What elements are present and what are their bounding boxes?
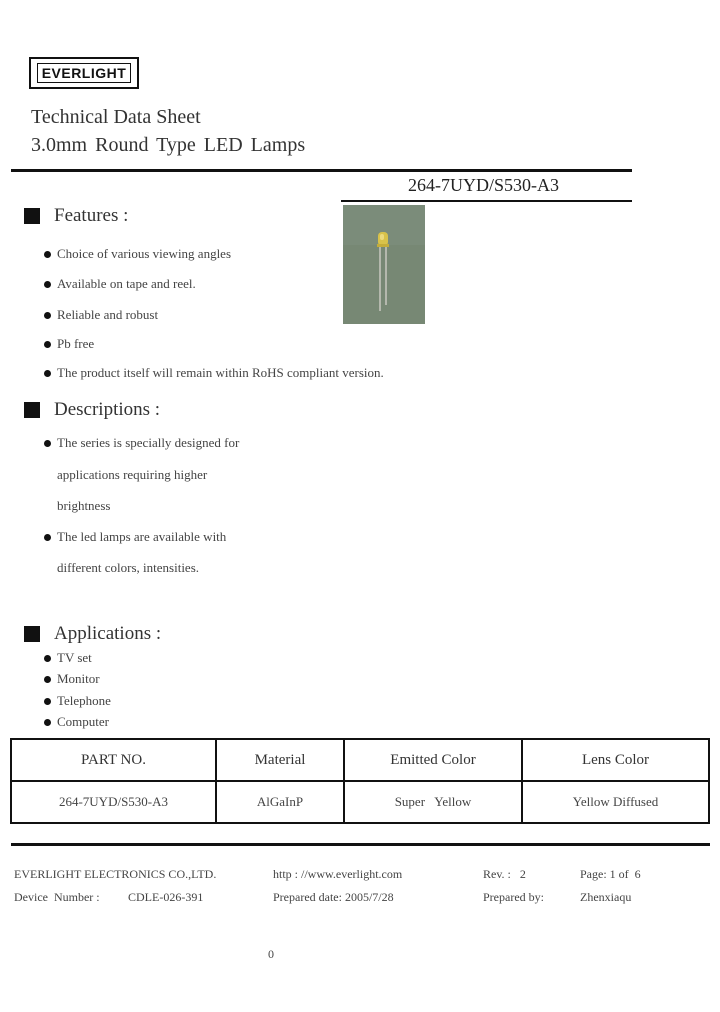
section-square-icon [24,626,40,642]
bullet-icon [44,370,51,377]
bullet-icon [44,655,51,662]
applications-heading: Applications : [24,623,161,645]
footer-page: Page: 1 of 6 [580,867,641,881]
bullet-icon [44,251,51,258]
bullet-icon [44,281,51,288]
footer-rule [11,843,710,846]
table-cell: Super Yellow [344,781,522,823]
footer-device-label: Device Number : [14,890,100,904]
footer-prepared-by-label: Prepared by: [483,890,544,904]
application-item: Computer [44,714,109,730]
footer-website: http : //www.everlight.com [273,867,403,881]
logo-text: EVERLIGHT [37,63,132,83]
description-line: brightness [57,498,111,513]
footer-device-number: CDLE-026-391 [128,890,204,904]
led-image [343,205,425,324]
feature-item: Pb free [44,336,94,352]
bullet-icon [44,534,51,541]
application-item: TV set [44,650,92,666]
section-square-icon [24,208,40,224]
bullet-icon [44,676,51,683]
application-item: Telephone [44,693,111,709]
table-cell: 264-7UYD/S530-A3 [11,781,216,823]
bullet-icon [44,719,51,726]
document-title: Technical Data Sheet [31,106,201,128]
footer-company: EVERLIGHT ELECTRONICS CO.,LTD. [14,867,217,881]
application-item: Monitor [44,671,100,687]
table-header-cell: Lens Color [522,739,709,781]
footer-prepared-date: Prepared date: 2005/7/28 [273,890,394,904]
features-heading: Features : [24,205,128,227]
parts-table [10,738,710,824]
descriptions-heading: Descriptions : [24,399,160,421]
bullet-icon [44,341,51,348]
description-line: applications requiring higher [57,467,208,482]
table-cell: Yellow Diffused [522,781,709,823]
feature-item: Available on tape and reel. [44,276,196,292]
bullet-icon [44,312,51,319]
table-header-cell: PART NO. [11,739,216,781]
description-line: different colors, intensities. [57,560,200,575]
feature-item: Reliable and robust [44,307,158,323]
table-cell: AlGaInP [216,781,344,823]
table-header-row [11,739,709,781]
table-row [11,781,709,823]
footer-prepared-by: Zhenxiaqu [580,890,632,904]
led-product-photo [343,205,425,324]
description-item: The series is specially designed for [44,435,239,451]
page-mark: 0 [268,947,274,961]
feature-item: The product itself will remain within RoHS compliant version. [44,365,384,381]
table-header-cell: Emitted Color [344,739,522,781]
bullet-icon [44,698,51,705]
footer-revision: Rev. : 2 [483,867,526,881]
part-number-rule [341,200,632,202]
header-rule [11,169,632,172]
description-item: The led lamps are available with [44,529,226,545]
everlight-logo [29,57,139,89]
document-subtitle: 3.0mm Round Type LED Lamps [31,134,306,156]
table-header-cell: Material [216,739,344,781]
feature-item: Choice of various viewing angles [44,246,231,262]
part-number-heading: 264-7UYD/S530-A3 [408,175,559,195]
section-square-icon [24,402,40,418]
bullet-icon [44,440,51,447]
